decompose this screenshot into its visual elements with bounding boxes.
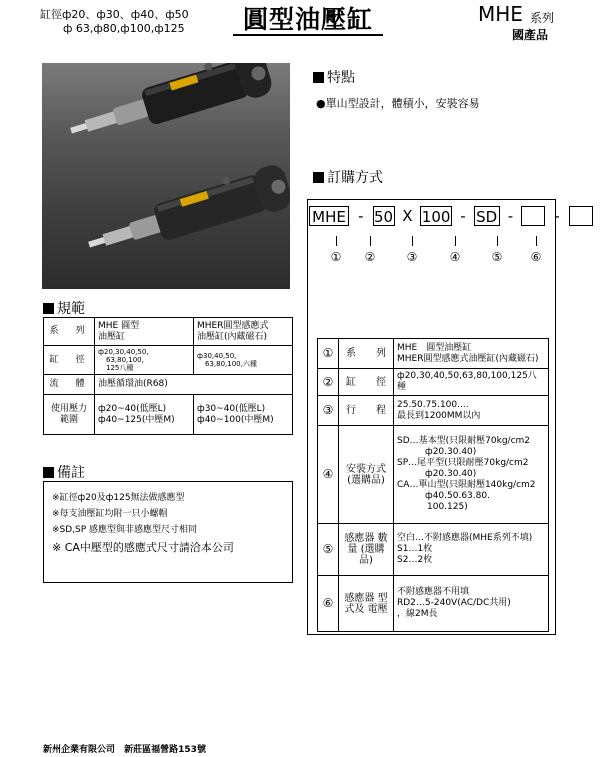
features-item: ●單山型設計，體積小，安裝容易 [316, 97, 480, 110]
row-number: ③ [318, 396, 339, 426]
marker-tick [412, 236, 413, 246]
spec-cell: 油壓循環油(R68) [95, 375, 293, 395]
code-separator: X [402, 207, 413, 225]
row-field: 安裝方式 (選購品) [339, 426, 394, 524]
code-series-box: MHE [309, 206, 349, 226]
remark-item: ※ CA中壓型的感應式尺寸請洽本公司 [52, 541, 234, 554]
remark-item: ※每支油壓缸均附一只小螺帽 [52, 509, 168, 519]
spec-heading: 規範 [43, 298, 85, 318]
cylinder-illustration [42, 63, 290, 289]
row-number: ⑤ [318, 524, 339, 576]
table-row [318, 576, 549, 632]
row-options: 25.50.75.100.... 最長到1200MM以內 [394, 396, 549, 426]
table-row [318, 369, 549, 396]
remarks-box [43, 481, 293, 583]
ordering-table [317, 338, 549, 632]
square-bullet-icon [313, 72, 324, 83]
company-name: 新州企業有限公司 [43, 745, 116, 755]
row-options: MHE 圓型油壓缸 MHER圓型感應式油壓缸(內藏磁石) [394, 339, 549, 369]
code-bore-box: 50 [374, 208, 394, 226]
bore-sizes-line-1: 缸徑ф20、ф30、ф40、ф50 [40, 8, 189, 21]
code-separator: - [460, 207, 466, 225]
row-number: ④ [318, 426, 339, 524]
row-field: 系 列 [339, 339, 394, 369]
product-photo [42, 63, 290, 289]
table-row [318, 524, 549, 576]
footer [43, 742, 206, 755]
table-row [44, 375, 293, 395]
ordering-heading: 訂購方式 [313, 167, 383, 187]
row-number: ① [318, 339, 339, 369]
spec-label: 缸 徑 [44, 346, 95, 375]
table-row [318, 339, 549, 369]
row-options: 不附感應器不用填 RD2…5-240V(AC/DC共用) ，線2M長 [394, 576, 549, 632]
spec-cell: ф30~40(低壓L) ф40~100(中壓M) [194, 395, 293, 435]
row-field: 行 程 [339, 396, 394, 426]
bore-sizes-line-2: ф 63,ф80,ф100,ф125 [63, 22, 185, 35]
code-stroke-box: 100 [421, 208, 451, 226]
square-bullet-icon [43, 467, 54, 478]
row-number: ② [318, 369, 339, 396]
spec-label: 流 體 [44, 375, 95, 395]
spec-table [43, 317, 293, 435]
marker-tick [536, 236, 537, 246]
spec-cell: ф30,40,50, 63,80,100,六種 [194, 346, 293, 375]
code-separator: - [554, 207, 560, 225]
remark-item: ※缸徑ф20及ф125無法做感應型 [52, 493, 185, 503]
row-options: SD…基本型(只限耐壓70kg/cm2 ф20.30.40) SP…尾平型(只限耐壓70kg/cm2 ф20.30.40) CA…單山型(只限耐壓140kg/cm2 ф40.50.63.80. 100.125) [394, 426, 549, 524]
marker-6: ⑥ [530, 250, 542, 264]
row-options: 空白…不附感應器(MHE系列不填) S1…1枚 S2…2枚 [394, 524, 549, 576]
square-bullet-icon [43, 303, 54, 314]
code-sensor-qty-box [521, 206, 545, 226]
square-bullet-icon [313, 172, 324, 183]
code-sensor-type-box [569, 206, 593, 226]
row-number: ⑥ [318, 576, 339, 632]
spec-label: 使用壓力 範圍 [44, 395, 95, 435]
page-title: 圓型油壓缸 [233, 6, 383, 36]
spec-cell: ф20~40(低壓L) ф40~125(中壓M) [95, 395, 194, 435]
marker-tick [455, 236, 456, 246]
table-row [318, 426, 549, 524]
row-options: ф20,30,40,50,63,80,100,125八種 [394, 369, 549, 396]
code-mount-box: SD [474, 206, 500, 226]
table-row [318, 396, 549, 426]
marker-4: ④ [449, 250, 461, 264]
marker-3: ③ [406, 250, 418, 264]
table-row [44, 395, 293, 435]
spec-cell: MHE 圓型 油壓缸 [95, 318, 194, 346]
row-field: 缸 徑 [339, 369, 394, 396]
marker-tick [336, 236, 337, 246]
remarks-heading: 備註 [43, 462, 85, 482]
table-row [44, 346, 293, 375]
remark-item: ※SD,SP 感應型與非感應型尺寸相同 [52, 525, 198, 535]
marker-2: ② [364, 250, 376, 264]
spec-cell: ф20,30,40,50, 63,80,100, 125八種 [95, 346, 194, 375]
brand-series: 系列 [530, 11, 555, 25]
table-row [44, 318, 293, 346]
marker-5: ⑤ [491, 250, 503, 264]
features-heading: 特點 [313, 67, 355, 87]
brand-model: MHE [478, 2, 523, 26]
marker-tick [497, 236, 498, 246]
marker-tick [370, 236, 371, 246]
model-code [309, 206, 593, 228]
spec-label: 系 列 [44, 318, 95, 346]
code-separator: - [358, 207, 364, 225]
code-separator: - [507, 207, 514, 225]
spec-cell: MHER圓型感應式 油壓缸(內藏磁石) [194, 318, 293, 346]
brand-domestic: 國產品 [512, 28, 549, 42]
row-field: 感應器 型式及 電壓 [339, 576, 394, 632]
company-address: 新莊區福營路153號 [124, 745, 206, 755]
marker-1: ① [330, 250, 342, 264]
row-field: 感應器 數量 (選購品) [339, 524, 394, 576]
